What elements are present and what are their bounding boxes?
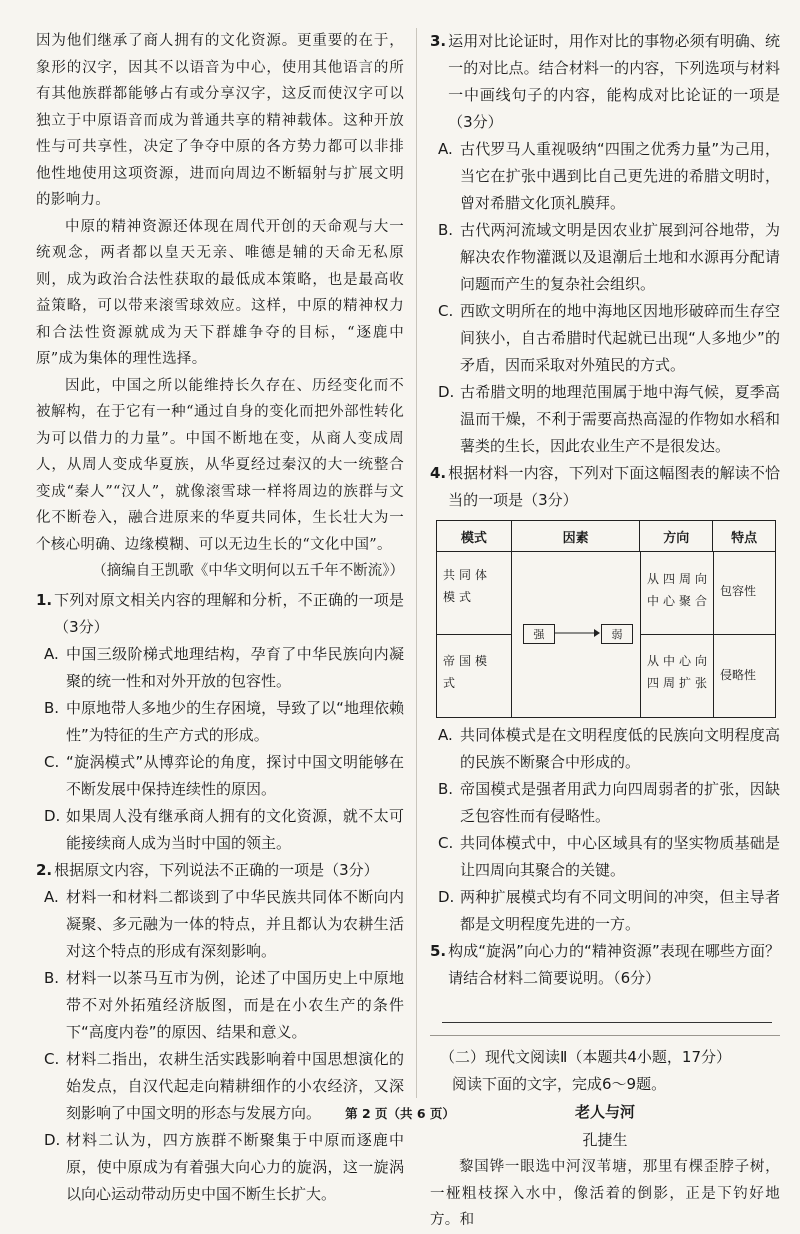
option-label: B.: [438, 780, 454, 798]
option-d[interactable]: [430, 884, 780, 938]
question-5: [430, 938, 780, 1023]
option-text: 西欧文明所在的地中海地区因地形破碎而生存空间狭小，自古希腊时代起就已出现“人多地少”的矛盾，因而采取对外殖民的方式。: [460, 302, 780, 374]
option-label: C.: [44, 1049, 60, 1068]
option-label: A.: [44, 887, 59, 906]
diagram-header-row: [437, 521, 775, 552]
grid-line: [511, 552, 512, 717]
option-text: 共同体模式中，中心区域具有的坚实物质基础是让四周向其聚合的关键。: [460, 834, 780, 879]
article-paragraph-1: 因为他们继承了商人拥有的文化资源。更重要的在于，象形的汉字，因其不以语音为中心，使用其他语言的所有其他族群都能够占有或分享汉字，这反而使汉字可以独立于中原语音而成为普通共享的精神载体。这种开放性与可共享性，决定了争夺中原的各方势力都可以非排他性地使用这项资源，进而向周边不断辐射与扩展文明的影响力。: [36, 33, 404, 208]
option-c[interactable]: [430, 830, 780, 884]
option-text: 材料二指出，农耕生活实践影响着中国思想演化的始发点，自汉代起走向精耕细作的小农经济，又深刻影响了中国文明的形态与发展方向。: [66, 1049, 404, 1122]
direction-outward: 从中心向四周扩张: [647, 654, 712, 690]
option-text: “旋涡模式”从博弈论的角度，探讨中国文明能够在不断发展中保持连续性的原因。: [66, 752, 404, 798]
header-feature: 特点: [731, 530, 758, 546]
header-factor: 因素: [512, 521, 641, 551]
option-a[interactable]: [430, 136, 780, 217]
grid-line: [640, 634, 775, 635]
option-text: 帝国模式是强者用武力向四周弱者的扩张，因缺乏包容性而有侵略性。: [460, 780, 780, 825]
option-label: D.: [44, 1130, 61, 1149]
article-paragraph-2: 中原的精神资源还体现在周代开创的天命观与大一统观念，两者都以皇天无亲、唯德是辅的天命无私原则，成为政治合法性获取的最低成本策略，也是最高收益策略，可以带来滚雪球效应。这样，中原的精神权力和合法性资源就成为天下群雄争夺的目标，“逐鹿中原”成为集体的理性选择。: [36, 218, 404, 367]
option-text: 两种扩展模式均有不同文明间的冲突，但主导者都是文明程度先进的一方。: [460, 888, 780, 933]
direction-inward: 从四周向中心聚合: [647, 572, 712, 608]
column-divider: [416, 28, 417, 1098]
right-column: [430, 28, 780, 1234]
question-1: [36, 587, 404, 857]
section-instruction: 阅读下面的文字，完成6～9题。: [452, 1075, 667, 1093]
option-text: 古代两河流域文明是因农业扩展到河谷地带，为解决农作物灌溉以及退潮后土地和水源再分配请问题而产生的复杂社会组织。: [460, 221, 780, 293]
option-label: C.: [438, 834, 454, 852]
option-c[interactable]: [36, 749, 404, 803]
question-stem: 构成“旋涡”向心力的“精神资源”表现在哪些方面？请结合材料二简要说明。（6分）: [448, 942, 780, 987]
diagram-body: [437, 552, 775, 717]
page-footer: 第 2 页（共 6 页）: [345, 1106, 455, 1121]
feature-inclusive: 包容性: [720, 584, 757, 598]
question-stem: 根据原文内容，下列说法不正确的一项是（3分）: [54, 860, 379, 879]
question-4: [430, 460, 780, 938]
mode-empire: 帝国模式: [443, 654, 492, 690]
option-b[interactable]: [36, 695, 404, 749]
option-d[interactable]: [430, 379, 780, 460]
box-strong: 强: [523, 624, 555, 644]
feature-aggressive: 侵略性: [720, 668, 757, 682]
question-number: 5.: [430, 942, 447, 960]
option-label: C.: [44, 752, 60, 771]
option-label: D.: [438, 888, 455, 906]
option-label: D.: [44, 806, 61, 825]
option-text: 古代罗马人重视吸纳“四围之优秀力量”为己用，当它在扩张中遇到比自己更先进的希腊文明时，曾对希腊文化顶礼膜拜。: [460, 140, 780, 212]
question-number: 1.: [36, 590, 53, 609]
option-text: 材料二认为，四方族群不断聚集于中原而逐鹿中原，使中原成为有着强大向心力的旋涡，这一旋涡以向心运动带动历史中国不断生长扩大。: [66, 1130, 404, 1203]
option-text: 材料一和材料二都谈到了中华民族共同体不断向内凝聚、多元融为一体的特点，并且都认为农耕生活对这个特点的形成有深刻影响。: [66, 887, 404, 960]
option-d[interactable]: [36, 1127, 404, 1208]
question-stem: 下列对原文相关内容的理解和分析，不正确的一项是（3分）: [54, 590, 404, 636]
section-title: （二）现代文阅读Ⅱ（本题共4小题，17分）: [440, 1048, 732, 1066]
section-separator: [430, 1035, 780, 1036]
question-stem: 运用对比论证时，用作对比的事物必须有明确、统一的对比点。结合材料一的内容，下列选项与材料一中画线句子的内容，能构成对比论证的一项是（3分）: [448, 32, 780, 131]
option-label: A.: [438, 726, 453, 744]
option-text: 中国三级阶梯式地理结构，孕育了中华民族向内凝聚的统一性和对外开放的包容性。: [66, 644, 404, 690]
option-label: B.: [44, 698, 60, 717]
question-number: 3.: [430, 32, 447, 50]
story-paragraph: 黎国铧一眼选中河汊苇塘，那里有棵歪脖子树，一桠粗枝探入水中，像活着的倒影，正是下钓好地方。和: [430, 1159, 780, 1228]
question-3: [430, 28, 780, 460]
option-d[interactable]: [36, 803, 404, 857]
option-a[interactable]: [430, 722, 780, 776]
option-text: 共同体模式是在文明程度低的民族向文明程度高的民族不断聚合中形成的。: [460, 726, 780, 771]
option-label: B.: [438, 221, 454, 239]
article-source: （摘编自王凯歌《中华文明何以五千年不断流》）: [92, 563, 404, 579]
option-c[interactable]: [430, 298, 780, 379]
option-text: 中原地带人多地少的生存困境，导致了以“地理依赖性”为特征的生产方式的形成。: [66, 698, 404, 744]
box-weak: 弱: [601, 624, 633, 644]
model-diagram-table: [436, 520, 776, 718]
story-title: 老人与河: [574, 1103, 635, 1121]
option-text: 材料一以茶马互市为例，论述了中国历史上中原地带不对外拓殖经济版图，而是在小农生产的条件下“高度内卷”的原因、结果和意义。: [66, 968, 404, 1041]
story-author: 孔捷生: [582, 1131, 628, 1149]
option-b[interactable]: [430, 217, 780, 298]
option-a[interactable]: [36, 884, 404, 965]
option-b[interactable]: [430, 776, 780, 830]
option-text: 古希腊文明的地理范围属于地中海气候，夏季高温而干燥，不利于需要高热高湿的作物如水稻和薯类的生长，因此农业生产不是很发达。: [460, 383, 780, 455]
option-label: C.: [438, 302, 454, 320]
arrow-icon: [554, 628, 600, 638]
header-direction: 方向: [640, 521, 713, 551]
left-column: [36, 28, 404, 1208]
grid-line: [437, 634, 511, 635]
question-stem: 根据材料一内容，下列对下面这幅图表的解读不恰当的一项是（3分）: [448, 464, 780, 509]
question-number: 4.: [430, 464, 447, 482]
answer-line[interactable]: [442, 1022, 772, 1023]
option-label: B.: [44, 968, 60, 987]
mode-community: 共同体模式: [443, 568, 492, 604]
option-b[interactable]: [36, 965, 404, 1046]
option-label: D.: [438, 383, 455, 401]
option-a[interactable]: [36, 641, 404, 695]
option-label: A.: [44, 644, 59, 663]
question-number: 2.: [36, 860, 53, 879]
option-text: 如果周人没有继承商人拥有的文化资源，就不太可能接续商人成为当时中国的领主。: [66, 806, 404, 852]
header-mode: 模式: [437, 521, 512, 551]
question-2: [36, 857, 404, 1208]
option-label: A.: [438, 140, 453, 158]
article-paragraph-3: 因此，中国之所以能维持长久存在、历经变化而不被解构，在于它有一种“通过自身的变化而把外部性转化为可以借力的力量”。中国不断地在变，从商人变成周人，从周人变成华夏族，从华夏经过秦汉的大一统整合变成“秦人”“汉人”，就像滚雪球一样将周边的族群与文化不断卷入，融合进原来的华夏共同体，生长壮大为一个核心明确、边缘模糊、可以无边生长的“文化中国”。: [36, 377, 404, 553]
